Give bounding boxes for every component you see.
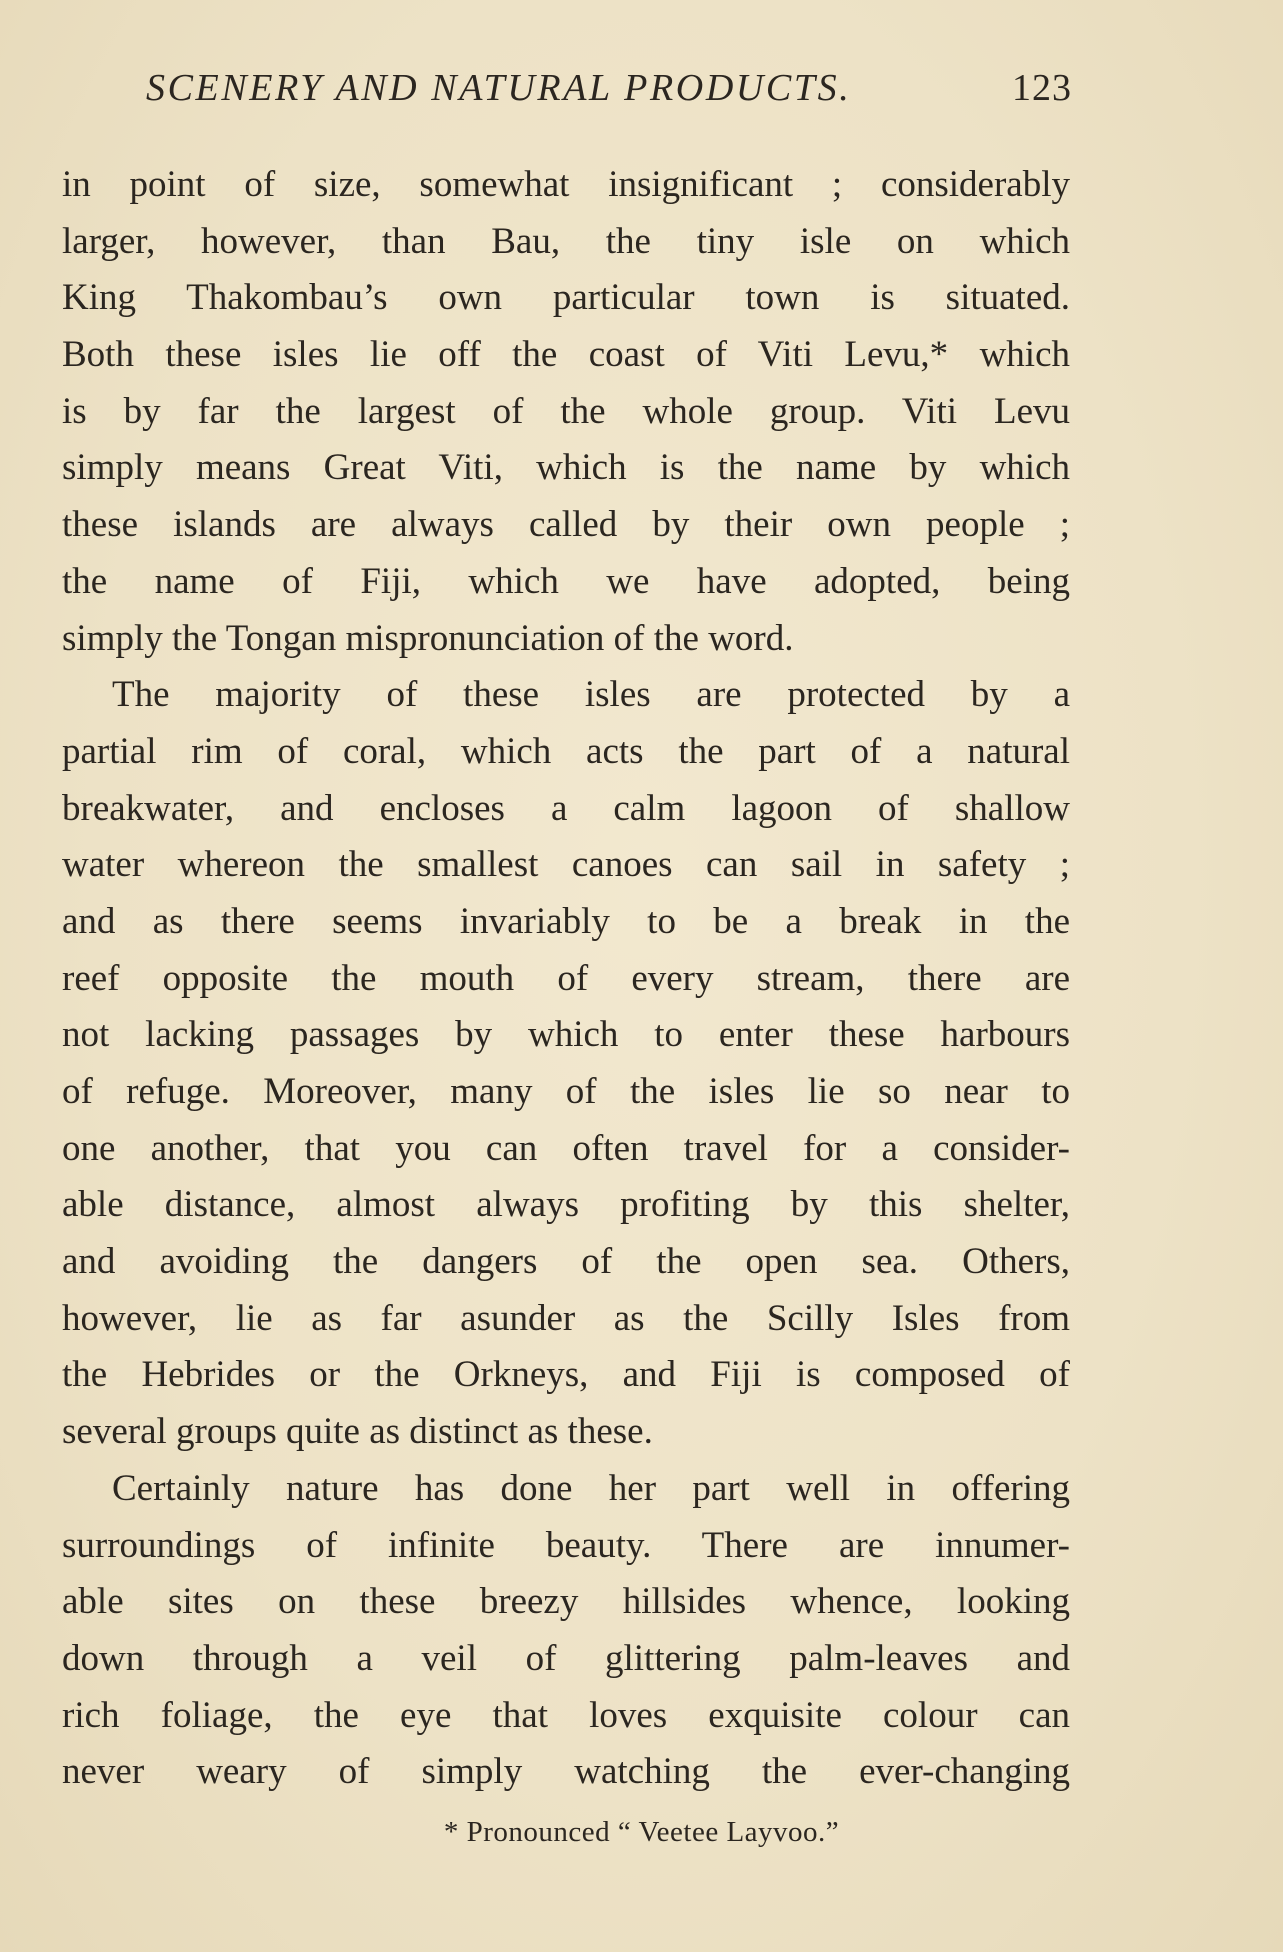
- text-line: able sites on these breezy hillsides whence, looking: [62, 1581, 1070, 1623]
- text-line: not lacking passages by which to enter these harbours: [62, 1014, 1070, 1056]
- footnote: * Pronounced “ Veetee Layvoo.”: [443, 1816, 840, 1848]
- text-line: reef opposite the mouth of every stream, there are: [62, 957, 1070, 999]
- text-line: simply means Great Viti, which is the name by which: [62, 447, 1070, 489]
- text-line: King Thakombau’s own particular town is situated.: [62, 277, 1070, 319]
- text-line: in point of size, somewhat insignificant ; considerably: [62, 164, 1070, 205]
- text-line: partial rim of coral, which acts the part of a natural: [62, 730, 1070, 772]
- text-line: surroundings of infinite beauty. There are innumer-: [62, 1524, 1070, 1566]
- text-line: and avoiding the dangers of the open sea. Others,: [62, 1241, 1070, 1283]
- text-line: simply the Tongan mispronunciation of the word.: [62, 617, 794, 659]
- text-line: these islands are always called by their own people ;: [62, 504, 1070, 546]
- text-line: Certainly nature has done her part well in offering: [112, 1467, 1070, 1509]
- text-line: the Hebrides or the Orkneys, and Fiji is composed of: [62, 1354, 1070, 1396]
- body-text: [62, 157, 1070, 1801]
- page-number: 123: [1012, 67, 1072, 109]
- text-line: one another, that you can often travel for a consider-: [62, 1127, 1070, 1169]
- text-line: however, lie as far asunder as the Scilly Isles from: [62, 1297, 1070, 1339]
- text-line: and as there seems invariably to be a break in the: [62, 900, 1070, 942]
- text-line: larger, however, than Bau, the tiny isle on which: [62, 220, 1070, 262]
- text-line: rich foliage, the eye that loves exquisite colour can: [62, 1694, 1070, 1736]
- running-head: [0, 58, 1283, 118]
- running-title: SCENERY AND NATURAL PRODUCTS.: [146, 67, 852, 109]
- text-line: breakwater, and encloses a calm lagoon of shallow: [62, 787, 1070, 829]
- text-line: The majority of these isles are protected by a: [112, 674, 1070, 716]
- text-line: of refuge. Moreover, many of the isles lie so near to: [62, 1071, 1070, 1112]
- text-line: never weary of simply watching the ever-changing: [62, 1751, 1070, 1793]
- text-line: Both these isles lie off the coast of Viti Levu,* which: [62, 334, 1070, 376]
- text-line: down through a veil of glittering palm-leaves and: [62, 1637, 1070, 1679]
- text-line: is by far the largest of the whole group. Viti Levu: [62, 390, 1070, 432]
- text-line: the name of Fiji, which we have adopted, being: [62, 560, 1070, 602]
- text-line: water whereon the smallest canoes can sail in safety ;: [62, 844, 1070, 886]
- text-line: several groups quite as distinct as these.: [62, 1411, 653, 1453]
- text-line: able distance, almost always profiting by this shelter,: [62, 1184, 1070, 1226]
